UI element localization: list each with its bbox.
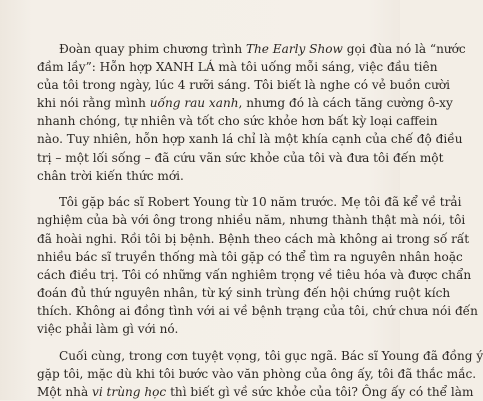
text-line <box>37 320 371 338</box>
text-run: Một nhà <box>37 384 93 399</box>
text-line <box>37 149 444 167</box>
body-text <box>37 40 483 401</box>
text-line <box>37 365 477 383</box>
text-run: của tôi trong ngày, lúc 4 rưỡi sáng. Tôi biết là nghe có vẻ buồn cười <box>37 78 451 93</box>
text-line <box>37 383 474 401</box>
text-run: đoán đủ thứ nguyên nhân, từ ký sinh trùng đến hội chứng ruột kích <box>37 285 451 300</box>
paragraph <box>37 40 466 185</box>
text-run: nhiều bác sĩ truyền thống mà tôi gặp có thể tìm ra nguyên nhân hoặc <box>37 249 463 264</box>
text-line <box>37 130 463 148</box>
text-run: chân trời kiến thức mới. <box>37 168 184 183</box>
text-line <box>37 76 451 94</box>
text-line <box>37 248 463 266</box>
text-line <box>37 211 466 229</box>
text-run: việc phải làm gì với nó. <box>37 322 179 336</box>
text-line <box>37 302 478 320</box>
text-line <box>37 40 466 58</box>
text-run: nào. Tuy nhiên, hỗn hợp xanh lá chỉ là một khía cạnh của chế độ điều <box>37 132 463 147</box>
text-run: đã hoài nghi. Rồi tôi bị bệnh. Bệnh theo cách mà không ai trong số rất <box>37 231 470 246</box>
text-run: cách điều trị. Tôi có những vấn nghiêm trọng về tiêu hóa và được chẩn <box>37 267 472 282</box>
text-run: trị – một lối sống – đã cứu vãn sức khỏe của tôi và đưa tôi đến một <box>37 150 444 165</box>
text-line <box>37 94 453 112</box>
text-run: , nhưng đó là cách tăng cường ô-xy <box>238 96 453 111</box>
text-run: nhanh chóng, tự nhiên và tốt cho sức khỏe hơn bất kỳ loại caffein <box>37 114 438 129</box>
italic-phrase: The Early Show <box>245 42 343 56</box>
text-run: thì biết gì về sức khỏe của tôi? Ông ấy có thể làm <box>166 384 474 399</box>
paragraph <box>37 193 478 338</box>
text-run: gặp tôi, mặc dù khi tôi bước vào văn phòng của ông ấy, tôi đã thắc mắc. <box>37 366 477 381</box>
text-run: nghiệm của bà với ông trong nhiều năm, nhưng thành thật mà nói, tôi <box>37 213 466 228</box>
italic-phrase: uống rau xanh <box>149 96 239 111</box>
text-run: khi nói rằng mình <box>37 96 150 111</box>
text-run: Đoàn quay phim chương trình <box>59 42 246 56</box>
text-line <box>37 112 438 130</box>
text-run: Tôi gặp bác sĩ Robert Young từ 10 năm trước. Mẹ tôi đã kể về trải <box>59 195 462 210</box>
text-line <box>37 167 371 185</box>
text-line <box>37 347 483 365</box>
text-run: thích. Không ai đồng tình với ai về bệnh trạng của tôi, chứ chưa nói đến <box>37 303 478 318</box>
text-line <box>37 284 451 302</box>
text-run: đầm lầy”: Hỗn hợp XANH LÁ mà tôi uống mỗi sáng, việc đầu tiên <box>37 60 438 75</box>
text-line <box>37 266 472 284</box>
cut-off-heading <box>170 0 230 5</box>
text-line <box>37 193 462 211</box>
italic-phrase: vi trùng học <box>92 384 167 399</box>
text-line <box>37 230 470 248</box>
text-run: gọi đùa nó là “nước <box>342 42 466 56</box>
paragraph <box>37 347 483 401</box>
text-line <box>37 58 438 76</box>
text-run: Cuối cùng, trong cơn tuyệt vọng, tôi gục ngã. Bác sĩ Young đã đồng ý <box>59 348 483 363</box>
